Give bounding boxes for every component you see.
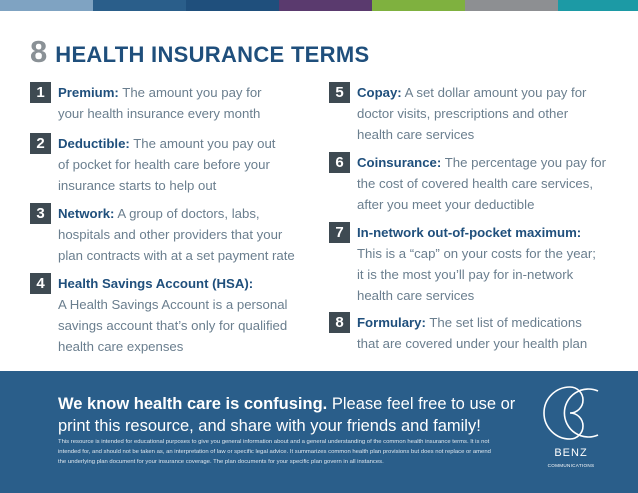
banner-bold-text: We know health care is confusing. bbox=[58, 395, 328, 413]
banner-text: Please feel free to use or bbox=[331, 395, 516, 413]
term-title: Coinsurance: bbox=[357, 155, 442, 170]
term-definition: health care services bbox=[357, 288, 475, 303]
stripe-segment bbox=[372, 0, 465, 11]
top-color-stripe bbox=[0, 0, 638, 11]
term-number-badge: 4 bbox=[30, 273, 51, 294]
disclaimer-text: This resource is intended for educational purposes to give you general information about and a general understanding of the common health insurance terms. It is not intended for, and should not be taken as, an interpretation of law or specific legal advice. It summarizes common health plan provisions but does not replace or amend the underlying plan document for your insurance coverage. The plan documents for your specific plan govern in all instances. bbox=[58, 439, 491, 466]
term-definition: A group of doctors, labs, bbox=[117, 206, 260, 221]
term-definition: health care services bbox=[357, 127, 475, 142]
term-number-badge: 8 bbox=[329, 312, 350, 333]
term-definition: insurance starts to help out bbox=[58, 178, 217, 193]
term-definition: that are covered under your health plan bbox=[357, 336, 588, 351]
term-definition: This is a “cap” on your costs for the year; bbox=[357, 246, 596, 261]
stripe-segment bbox=[0, 0, 93, 11]
term-definition: The percentage you pay for bbox=[444, 155, 607, 170]
term-hsa bbox=[30, 273, 287, 357]
stripe-segment bbox=[186, 0, 279, 11]
banner-text-line2: print this resource, and share with your friends and family! bbox=[58, 417, 481, 435]
term-definition: it is the most you’ll pay for in-network bbox=[357, 267, 574, 282]
title-number: 8 bbox=[30, 34, 48, 69]
term-title: Premium: bbox=[58, 85, 119, 100]
term-definition: of pocket for health care before your bbox=[58, 157, 270, 172]
term-coinsurance bbox=[329, 152, 606, 215]
term-definition: A set dollar amount you pay for bbox=[404, 85, 587, 100]
term-number-badge: 5 bbox=[329, 82, 350, 103]
term-network bbox=[30, 203, 295, 266]
title-text: HEALTH INSURANCE TERMS bbox=[55, 42, 370, 67]
term-definition: A Health Savings Account is a personal bbox=[58, 297, 288, 312]
banner-message bbox=[58, 393, 515, 437]
term-definition: plan contracts with at a set payment rate bbox=[58, 248, 295, 263]
term-number-badge: 3 bbox=[30, 203, 51, 224]
term-definition: The amount you pay for bbox=[122, 85, 262, 100]
term-number-badge: 6 bbox=[329, 152, 350, 173]
term-title: In-network out-of-pocket maximum: bbox=[357, 225, 582, 240]
stripe-segment bbox=[93, 0, 186, 11]
term-title: Deductible: bbox=[58, 136, 130, 151]
term-definition: after you meet your deductible bbox=[357, 197, 535, 212]
stripe-segment bbox=[558, 0, 638, 11]
logo-mark-icon bbox=[540, 381, 602, 445]
term-number-badge: 2 bbox=[30, 133, 51, 154]
term-deductible bbox=[30, 133, 275, 196]
page-title bbox=[30, 34, 369, 70]
term-definition: health care expenses bbox=[58, 339, 184, 354]
term-title: Copay: bbox=[357, 85, 402, 100]
term-number-badge: 1 bbox=[30, 82, 51, 103]
term-out-of-pocket-max bbox=[329, 222, 596, 306]
term-definition: The amount you pay out bbox=[133, 136, 276, 151]
term-formulary bbox=[329, 312, 587, 354]
term-title: Formulary: bbox=[357, 315, 426, 330]
term-definition: The set list of medications bbox=[429, 315, 582, 330]
term-title: Network: bbox=[58, 206, 115, 221]
benz-logo bbox=[540, 381, 620, 485]
term-copay bbox=[329, 82, 586, 145]
term-definition: hospitals and other providers that your bbox=[58, 227, 283, 242]
term-definition: savings account that’s only for qualified bbox=[58, 318, 288, 333]
term-number-badge: 7 bbox=[329, 222, 350, 243]
term-definition: doctor visits, prescriptions and other bbox=[357, 106, 569, 121]
footer-banner bbox=[0, 371, 638, 493]
term-premium bbox=[30, 82, 262, 124]
logo-wordmark: BENZ bbox=[554, 447, 588, 459]
term-title: Health Savings Account (HSA): bbox=[58, 276, 254, 291]
term-definition: your health insurance every month bbox=[58, 106, 261, 121]
stripe-segment bbox=[465, 0, 558, 11]
logo-subtext: COMMUNICATIONS bbox=[547, 463, 595, 468]
term-definition: the cost of covered health care services, bbox=[357, 176, 594, 191]
stripe-segment bbox=[279, 0, 372, 11]
